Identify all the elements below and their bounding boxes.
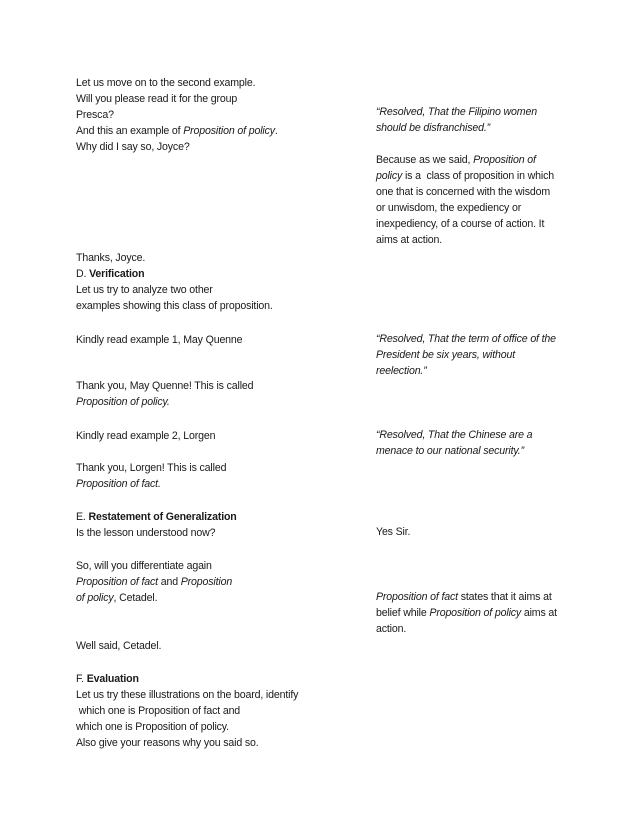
text-line: Will you please read it for the group	[76, 93, 238, 105]
text-line: Also give your reasons why you said so.	[76, 737, 259, 749]
quote-line: menace to our national security.”	[376, 445, 524, 457]
text-line: aims at action.	[376, 234, 443, 246]
quote-line: “Resolved, That the Filipino women	[376, 106, 537, 118]
quote-line: should be disfranchised.”	[376, 122, 491, 134]
text-line: policy is a class of proposition in which	[376, 170, 555, 182]
section-f-heading: F. Evaluation	[76, 673, 139, 685]
text-line: Let us try these illustrations on the board, identify	[76, 689, 299, 701]
text-line: Let us move on to the second example.	[76, 77, 256, 89]
text-line: Proposition of fact states that it aims at	[376, 591, 552, 603]
thanks-lorgen: Thank you, Lorgen! This is called	[76, 462, 227, 474]
text-line: Because as we said, Proposition of	[376, 154, 536, 166]
text-line: Let us try to analyze two other	[76, 284, 213, 296]
understood-question: Is the lesson understood now?	[76, 527, 216, 539]
text-line: examples showing this class of proposition.	[76, 300, 273, 312]
quote-line: “Resolved, That the Chinese are a	[376, 429, 533, 441]
text-line: which one is Proposition of policy.	[76, 721, 229, 733]
quote-line: reelection.”	[376, 365, 427, 377]
example-1-prompt: Kindly read example 1, May Quenne	[76, 334, 243, 346]
thanks-joyce: Thanks, Joyce.	[76, 252, 146, 264]
thanks-may: Thank you, May Quenne! This is called	[76, 380, 254, 392]
text-line: inexpediency, of a course of action. It	[376, 218, 545, 230]
quote-line: President be six years, without	[376, 349, 516, 361]
well-said: Well said, Cetadel.	[76, 640, 162, 652]
section-e-heading: E. Restatement of Generalization	[76, 511, 237, 523]
text-line: or unwisdom, the expediency or	[376, 202, 522, 214]
text-line: of policy, Cetadel.	[76, 592, 158, 604]
section-d-heading: D. Verification	[76, 268, 145, 280]
text-line: So, will you differentiate again	[76, 560, 212, 572]
text-line: And this an example of Proposition of policy.	[76, 125, 278, 137]
text-line: action.	[376, 623, 407, 635]
text-line: which one is Proposition of fact and	[76, 705, 241, 717]
quote-line: “Resolved, That the term of office of the	[376, 333, 556, 345]
policy-label: Proposition of policy.	[76, 396, 170, 408]
text-line: Proposition of fact and Proposition	[76, 576, 233, 588]
text-line: belief while Proposition of policy aims at	[376, 607, 557, 619]
text-line: Why did I say so, Joyce?	[76, 141, 190, 153]
text-line: Presca?	[76, 109, 114, 121]
intro-block	[76, 75, 278, 155]
example-2-prompt: Kindly read example 2, Lorgen	[76, 430, 216, 442]
text-line: one that is concerned with the wisdom	[376, 186, 551, 198]
yes-answer: Yes Sir.	[376, 526, 411, 538]
fact-label: Proposition of fact.	[76, 478, 161, 490]
